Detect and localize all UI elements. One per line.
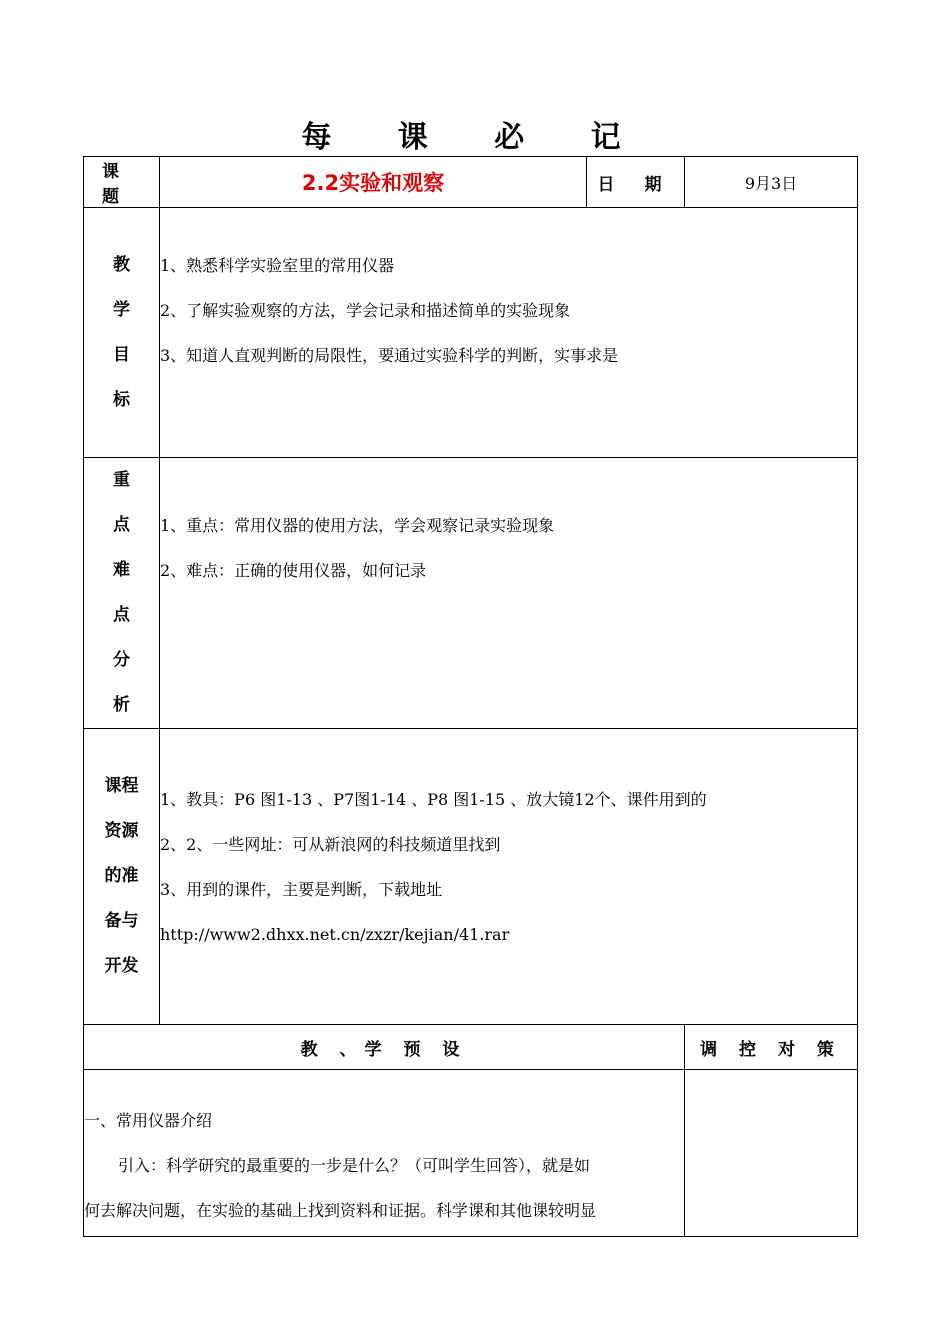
objectives-content	[160, 208, 858, 458]
resource-item: 2、2、一些网址：可从新浪网的科技频道里找到	[160, 834, 501, 854]
teach-label: 教 、学 预 设	[84, 1025, 685, 1070]
resources-label: 课程 资源 的准 备与 开发	[84, 729, 160, 1025]
resource-item: 3、用到的课件，主要是判断，下载地址	[160, 879, 443, 899]
key-point-item: 2、难点：正确的使用仪器，如何记录	[160, 561, 427, 580]
objective-item: 3、知道人直观判断的局限性，要通过实验科学的判断，实事求是	[160, 345, 619, 365]
objectives-label: 教 学 目 标	[84, 208, 160, 458]
section-body-row	[84, 1070, 858, 1237]
control-content	[685, 1070, 858, 1237]
paragraph-line: 引入：科学研究的最重要的一步是什么？（可叫学生回答），就是如	[118, 1156, 591, 1175]
key-point-item: 1、重点：常用仪器的使用方法，学会观察记录实验现象	[160, 516, 555, 535]
key-points-content	[160, 458, 858, 729]
control-label: 调 控 对 策	[685, 1025, 858, 1070]
objective-item: 2、了解实验观察的方法，学会记录和描述简单的实验现象	[160, 300, 571, 320]
header-row	[84, 157, 858, 208]
lesson-record-table	[83, 156, 858, 1237]
objectives-row	[84, 208, 858, 458]
topic-value: 2.2实验和观察	[160, 157, 587, 208]
section-header-row	[84, 1025, 858, 1070]
page-title: 每 课 必 记	[301, 120, 649, 155]
date-value: 9月3日	[685, 157, 858, 208]
resources-row	[84, 729, 858, 1025]
date-label: 日 期	[587, 157, 685, 208]
objective-item: 1、熟悉科学实验室里的常用仪器	[160, 255, 395, 275]
topic-label: 课 题	[84, 157, 160, 208]
resource-url: http://www2.dhxx.net.cn/zxzr/kejian/41.rar	[160, 924, 510, 944]
key-points-label: 重 点 难 点 分 析	[84, 458, 160, 729]
section-heading: 一、常用仪器介绍	[84, 1111, 213, 1130]
resource-item: 1、教具：P6 图1-13 、P7图1-14 、P8 图1-15 、放大镜12个、课件用到的	[160, 789, 707, 809]
key-points-row	[84, 458, 858, 729]
resources-content	[160, 729, 858, 1025]
paragraph-line: 何去解决问题，在实验的基础上找到资料和证据。科学课和其他课较明显	[84, 1201, 597, 1220]
teaching-content	[84, 1070, 685, 1237]
